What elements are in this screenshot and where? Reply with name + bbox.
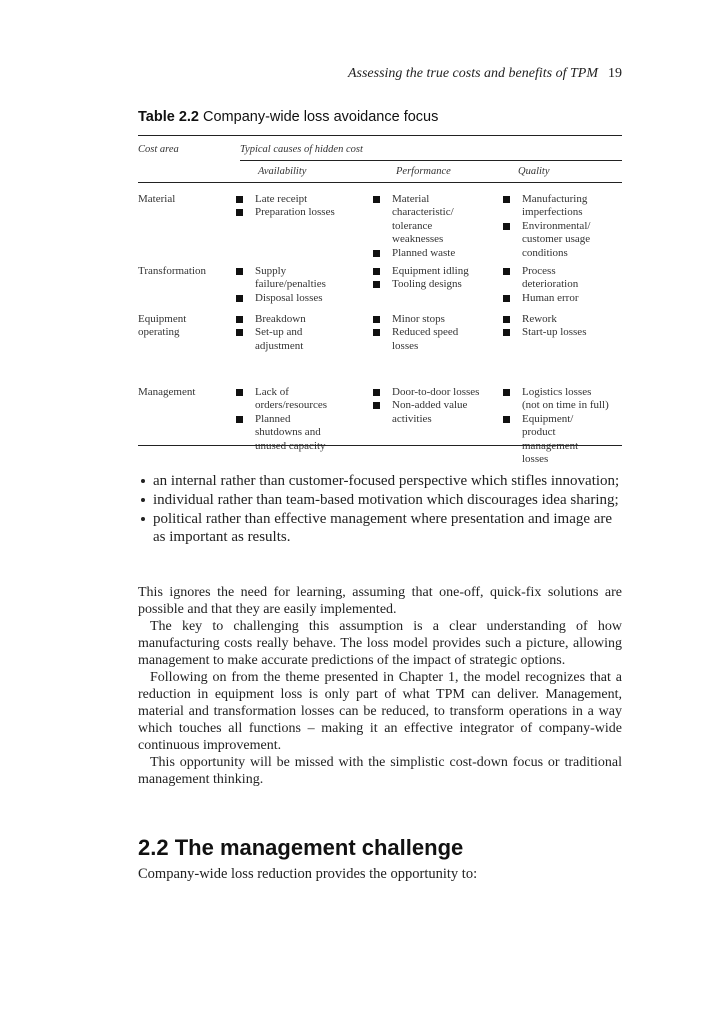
cost-area-cell — [138, 313, 233, 340]
cause-line: Lack of — [255, 386, 289, 398]
cause-item — [373, 247, 501, 260]
cause-line: Disposal losses — [255, 291, 323, 304]
cause-line: Breakdown — [255, 313, 306, 325]
cause-item — [503, 292, 623, 305]
quality-cell — [503, 386, 623, 466]
cause-line: customer usage — [522, 233, 591, 246]
availability-cell — [236, 386, 368, 453]
bullet-item: individual rather than team-based motivation which discourages idea sharing; — [138, 491, 622, 509]
cost-area-line: Transformation — [138, 265, 207, 277]
cause-line: shutdowns and — [255, 426, 321, 439]
cause-line: Logistics losses — [522, 386, 592, 398]
cost-area-line: Management — [138, 386, 196, 398]
header-sub-rule — [240, 160, 622, 161]
cause-line: characteristic/ — [392, 206, 454, 219]
cause-item — [236, 386, 368, 413]
cause-line — [255, 440, 368, 453]
table-caption-label: Table 2.2 — [138, 109, 199, 125]
bullet-item: an internal rather than customer-focused perspective which stifles innovation; — [138, 472, 622, 490]
performance-cell — [373, 193, 501, 260]
section-number: 2.2 — [138, 835, 169, 860]
cause-item — [503, 413, 623, 467]
section-heading — [138, 835, 463, 861]
cause-line: Human error — [522, 291, 579, 304]
cause-item — [236, 326, 368, 353]
cause-line: deterioration — [522, 278, 579, 291]
cause-line: tolerance — [392, 219, 433, 232]
cause-line: Manufacturing — [522, 193, 588, 205]
cause-line: Set-up and — [255, 326, 303, 339]
cause-item — [373, 193, 501, 247]
header-bottom-rule — [138, 182, 622, 183]
cause-item — [236, 313, 368, 326]
table-caption — [138, 109, 438, 125]
cause-item — [373, 313, 501, 326]
subheader-quality: Quality — [518, 166, 550, 177]
cause-line: imperfections — [522, 206, 583, 219]
subheader-performance: Performance — [396, 166, 451, 177]
cause-line: Non-added value — [392, 399, 468, 412]
header-typical-causes: Typical causes of hidden cost — [240, 144, 363, 155]
body-paragraphs — [138, 584, 622, 788]
running-head-title: Assessing the true costs and benefits of TPM — [347, 66, 598, 81]
cost-area-cell — [138, 193, 233, 206]
cost-area-line: Equipment — [138, 313, 187, 325]
availability-cell — [236, 313, 368, 353]
cause-line: losses — [522, 453, 549, 466]
cause-line: Start-up losses — [522, 326, 587, 339]
availability-cell — [236, 193, 368, 220]
cause-item — [236, 193, 368, 206]
cause-item — [373, 386, 501, 399]
availability-cell — [236, 265, 368, 305]
cause-line: activities — [392, 412, 432, 425]
cause-item — [503, 386, 623, 413]
cause-item — [503, 220, 623, 260]
cause-line: Material — [392, 193, 430, 205]
cause-line: orders/resources — [255, 399, 328, 412]
cause-line: (not on time in full) — [522, 399, 609, 412]
section-lead: Company-wide loss reduction provides the opportunity to: — [138, 866, 478, 882]
cause-line — [522, 440, 623, 453]
cause-item — [373, 399, 501, 426]
cause-item — [503, 193, 623, 220]
body-paragraph: This ignores the need for learning, assuming that one-off, quick-fix solutions are possible and that they are easily implemented. — [138, 585, 622, 617]
cause-line: Supply — [255, 265, 287, 277]
performance-cell — [373, 313, 501, 353]
cause-line: losses — [392, 339, 419, 352]
cause-line: failure/penalties — [255, 278, 326, 291]
cause-item — [503, 326, 623, 339]
cause-item — [373, 326, 501, 353]
table-caption-title: Company-wide loss avoidance focus — [203, 109, 439, 125]
cause-item — [503, 313, 623, 326]
cause-line: Preparation losses — [255, 206, 335, 219]
bullet-item: political rather than effective management where presentation and image are as important as results. — [138, 510, 622, 546]
cause-line: product — [522, 426, 556, 439]
cause-line: weaknesses — [392, 233, 444, 246]
table-top-rule — [138, 135, 622, 136]
section-title: The management challenge — [174, 835, 464, 860]
quality-cell — [503, 313, 623, 340]
cause-line: Rework — [522, 313, 557, 325]
body-paragraph: The key to challenging this assumption is a clear understanding of how manufacturing costs really behave. The loss model provides such a picture, allowing management to make accurate predictions of the impact of strategic options. — [138, 619, 622, 668]
cause-line: Reduced speed — [392, 326, 459, 339]
header-cost-area: Cost area — [138, 144, 179, 155]
table-bottom-rule — [138, 445, 622, 446]
cause-line: Planned — [255, 412, 291, 425]
cause-line: conditions — [522, 246, 568, 259]
performance-cell — [373, 265, 501, 292]
cost-area-cell — [138, 386, 233, 399]
body-paragraph: Following on from the theme presented in Chapter 1, the model recognizes that a reduction in equipment loss is only part of what TPM can deliver. Management, material and transformation losses can be reduced, to transform operations in a way which touches all functions – making it an effective integrator of company-wide continuous improvement. — [138, 670, 622, 753]
cause-item — [236, 413, 368, 453]
loss-avoidance-table — [138, 135, 622, 466]
cause-line: Planned waste — [392, 246, 456, 259]
quality-cell — [503, 265, 623, 305]
cause-item — [503, 265, 623, 292]
cause-line: Equipment/ — [522, 412, 574, 425]
cause-item — [236, 265, 368, 292]
subheader-availability: Availability — [258, 166, 307, 177]
cause-line: Equipment idling — [392, 265, 469, 277]
cause-item — [373, 265, 501, 278]
cause-item — [236, 292, 368, 305]
cause-line: Late receipt — [255, 193, 308, 205]
cause-item — [236, 206, 368, 219]
bullet-list — [138, 472, 622, 547]
cause-line: Minor stops — [392, 313, 445, 325]
cause-line: Environmental/ — [522, 219, 591, 232]
cause-line: Process — [522, 265, 556, 277]
cost-area-line: operating — [138, 326, 180, 339]
quality-cell — [503, 193, 623, 260]
cost-area-line: Material — [138, 193, 176, 205]
page-number: 19 — [608, 66, 622, 81]
cause-item — [373, 278, 501, 291]
performance-cell — [373, 386, 501, 426]
cause-line: adjustment — [255, 339, 304, 352]
body-paragraph: This opportunity will be missed with the simplistic cost-down focus or traditional management thinking. — [138, 755, 622, 787]
running-head — [348, 66, 622, 82]
cause-line: Tooling designs — [392, 278, 462, 291]
cost-area-cell — [138, 265, 233, 278]
cause-line: Door-to-door losses — [392, 386, 480, 398]
